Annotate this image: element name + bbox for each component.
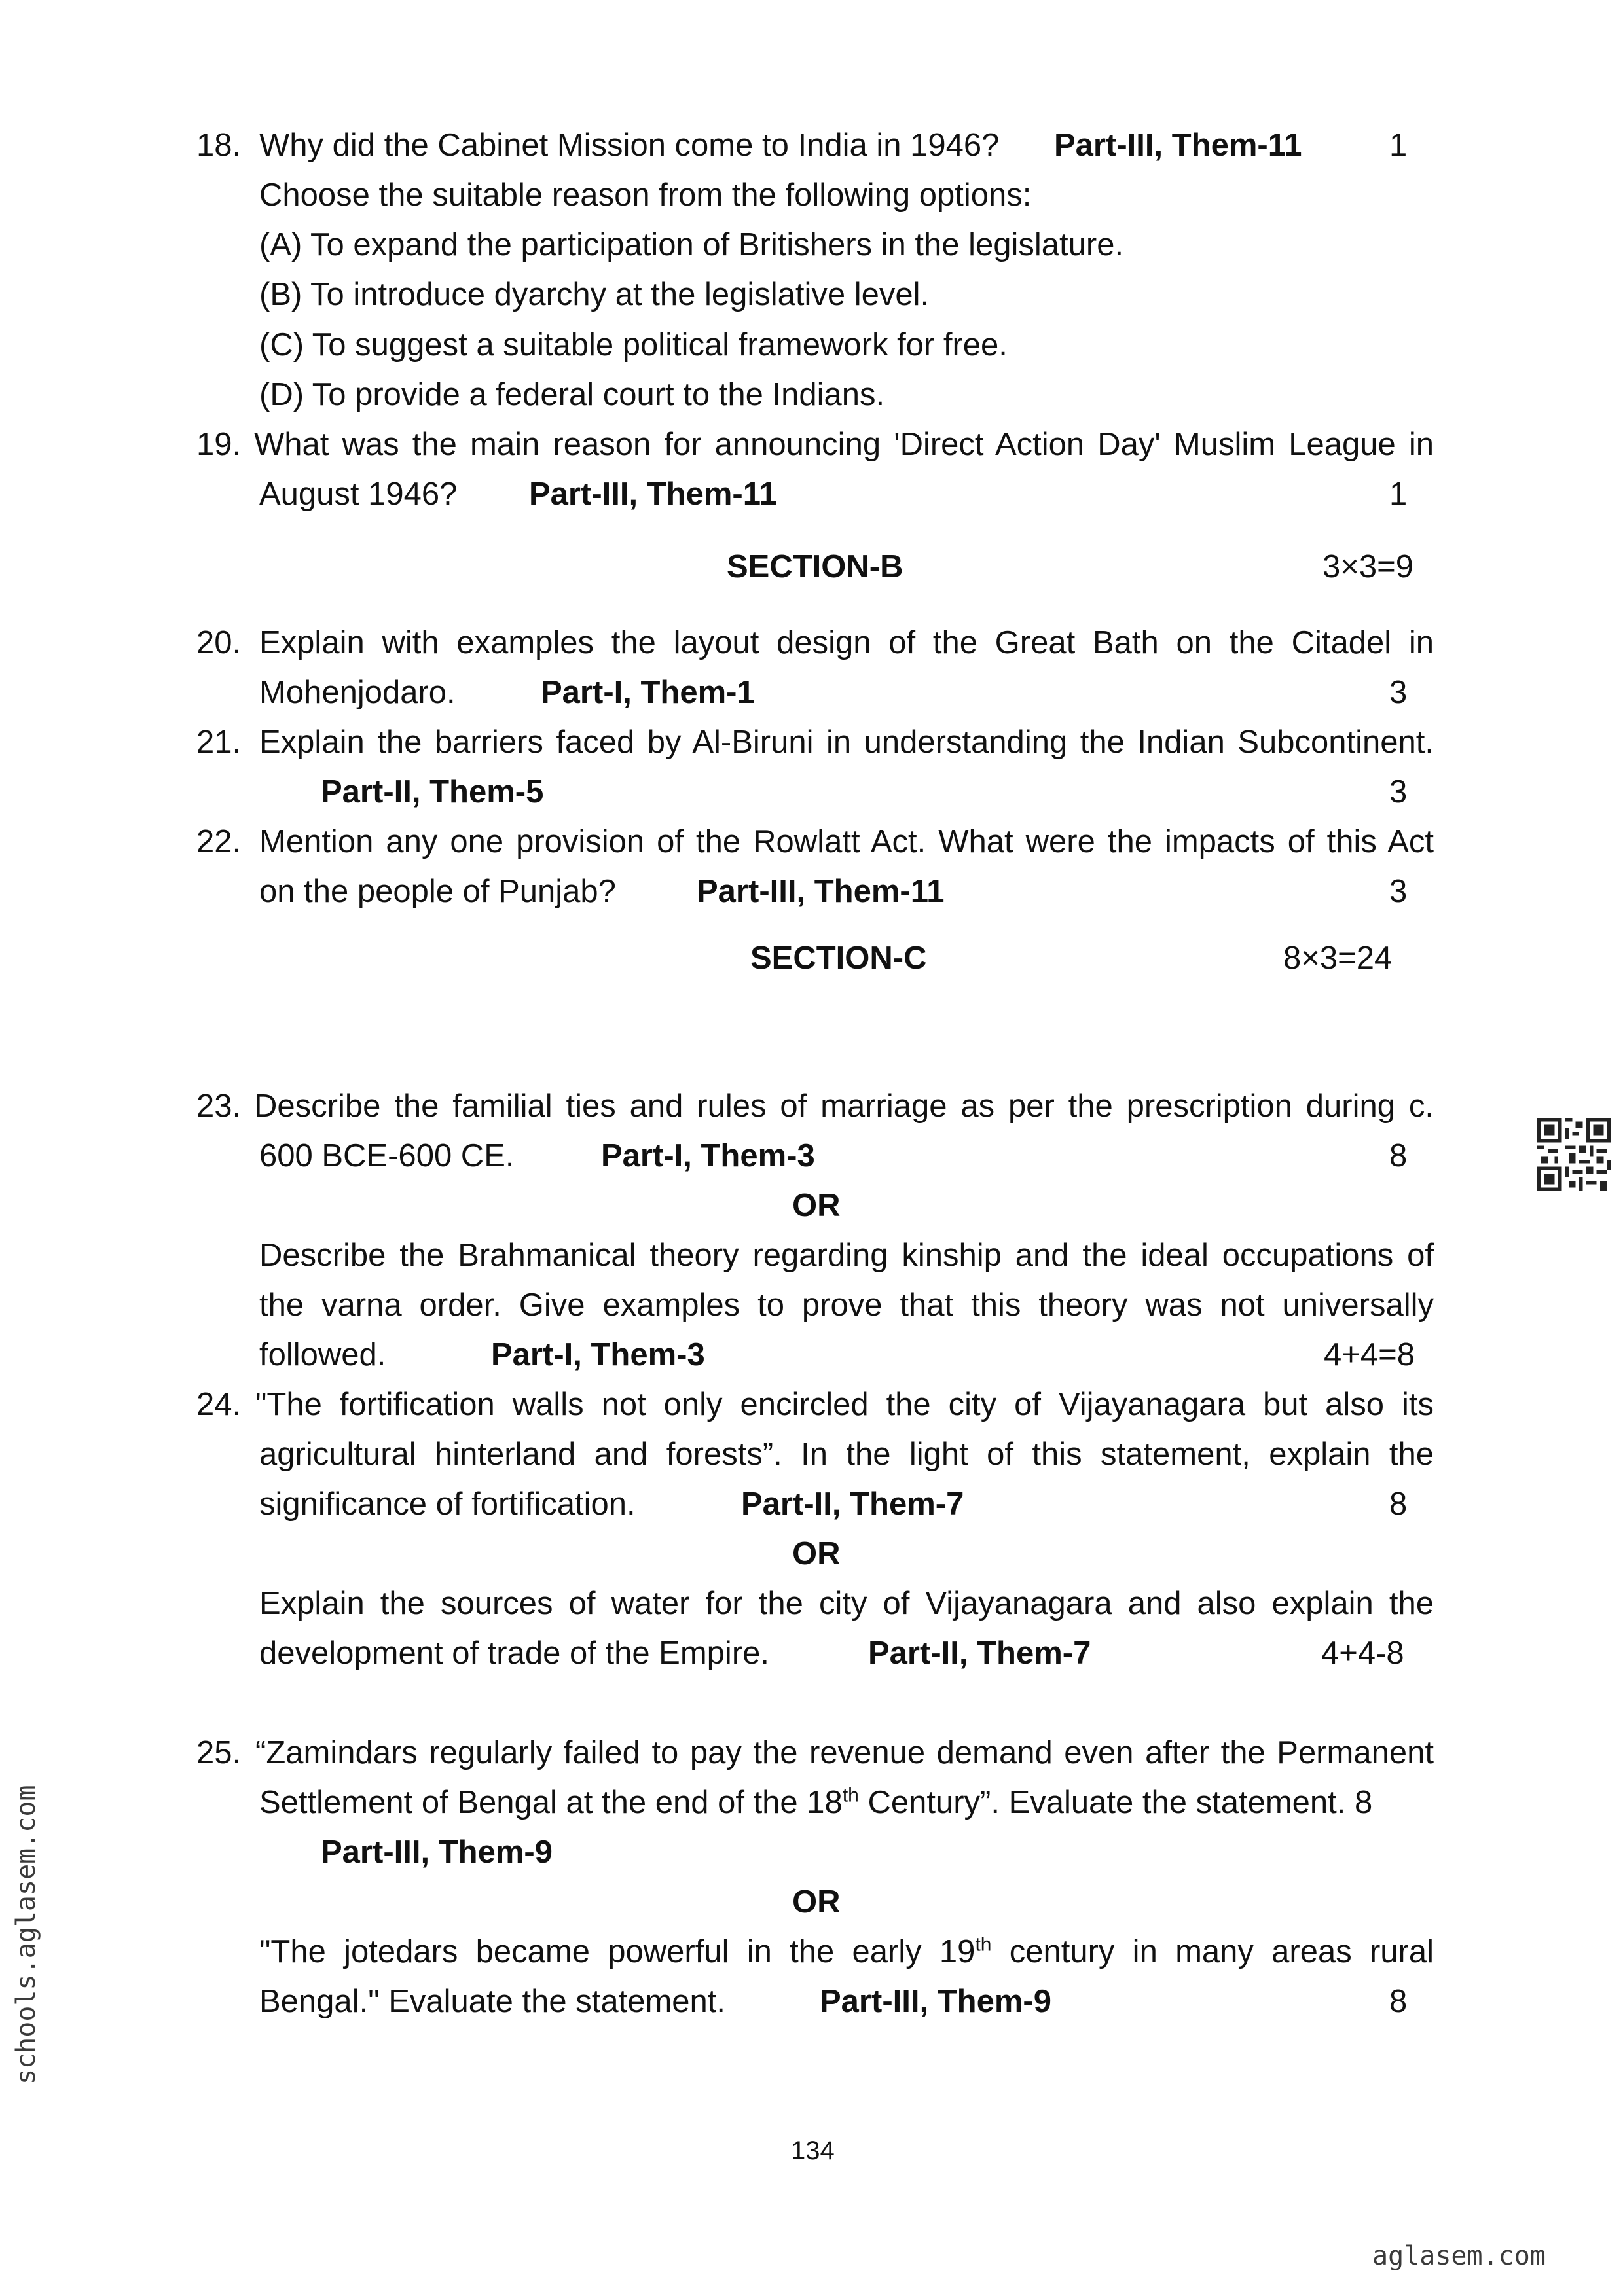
q24-alt-ref: Part-II, Them-7 [868, 1636, 1091, 1671]
q25-alt-marks: 8 [1389, 1984, 1408, 2019]
q21-ref: Part-II, Them-5 [321, 774, 544, 810]
q25-ref: Part-III, Them-9 [321, 1835, 553, 1870]
q24-alt-line2: development of trade of the Empire. [259, 1636, 769, 1671]
q25-alt-line1 [259, 1932, 1434, 1971]
q18-option-a: (A) To expand the participation of Britishers in the legislature. [259, 227, 1124, 262]
q25-alt-line1-pre: "The jotedars became powerful in the early 19 [259, 1934, 976, 1969]
q24-or: OR [792, 1536, 841, 1571]
q19-line1: What was the main reason for announcing 'Direct Action Day' Muslim League in [254, 427, 1434, 462]
q23-number: 23. [196, 1088, 242, 1124]
q18-number: 18. [196, 128, 242, 163]
q19-line2: August 1946? [259, 476, 458, 512]
q24-alt-marks: 4+4-8 [1321, 1636, 1404, 1671]
q19-number: 19. [196, 427, 242, 462]
q20-ref: Part-I, Them-1 [541, 675, 755, 710]
q23-or: OR [792, 1188, 841, 1223]
q22-line2: on the people of Punjab? [259, 874, 616, 909]
watermark-side: schools.aglasem.com [11, 1785, 41, 2085]
q24-line3: significance of fortification. [259, 1486, 636, 1522]
q21-line1: Explain the barriers faced by Al-Biruni in understanding the Indian Subcontinent. [259, 725, 1434, 760]
q23-alt-marks: 4+4=8 [1324, 1337, 1415, 1372]
q25-number: 25. [196, 1735, 242, 1770]
q21-marks: 3 [1389, 774, 1408, 810]
q25-alt-line1-sup: th [975, 1933, 992, 1956]
q20-number: 20. [196, 625, 242, 660]
q22-line1: Mention any one provision of the Rowlatt Act. What were the impacts of this Act [259, 824, 1434, 859]
q18-ref: Part-III, Them-11 [1054, 128, 1302, 163]
section-b-title: SECTION-B [727, 549, 903, 584]
q19-marks: 1 [1389, 476, 1408, 512]
q22-ref: Part-III, Them-11 [697, 874, 945, 909]
q24-ref: Part-II, Them-7 [741, 1486, 964, 1522]
q25-alt-ref: Part-III, Them-9 [820, 1984, 1051, 2019]
q24-line1: "The fortification walls not only encircled the city of Vijayanagara but also its [255, 1387, 1434, 1422]
q24-marks: 8 [1389, 1486, 1408, 1522]
q25-line2-pre: Settlement of Bengal at the end of the 18 [259, 1785, 843, 1820]
watermark-corner: aglasem.com [1372, 2241, 1546, 2271]
q24-alt-line1: Explain the sources of water for the city of Vijayanagara and also explain the [259, 1586, 1434, 1621]
q23-alt-line1: Describe the Brahmanical theory regarding kinship and the ideal occupations of [259, 1238, 1434, 1273]
q23-marks: 8 [1389, 1138, 1408, 1174]
q20-marks: 3 [1389, 675, 1408, 710]
q22-marks: 3 [1389, 874, 1408, 909]
q25-line2-sup: th [842, 1784, 859, 1806]
q25-line1: “Zamindars regularly failed to pay the revenue demand even after the Permanent [255, 1735, 1434, 1770]
q20-line2: Mohenjodaro. [259, 675, 456, 710]
q18-option-b: (B) To introduce dyarchy at the legislative level. [259, 277, 930, 312]
q23-line1: Describe the familial ties and rules of marriage as per the prescription during c. [254, 1088, 1434, 1124]
section-b-marks: 3×3=9 [1322, 549, 1413, 584]
q24-line2: agricultural hinterland and forests”. In the light of this statement, explain the [259, 1437, 1434, 1472]
q23-alt-line2: the varna order. Give examples to prove that this theory was not universally [259, 1287, 1434, 1323]
q23-alt-line3: followed. [259, 1337, 386, 1372]
q18-marks: 1 [1389, 128, 1408, 163]
q21-number: 21. [196, 725, 242, 760]
section-c-marks: 8×3=24 [1283, 941, 1393, 976]
q25-or: OR [792, 1884, 841, 1920]
q22-number: 22. [196, 824, 242, 859]
q20-line1: Explain with examples the layout design of the Great Bath on the Citadel in [259, 625, 1434, 660]
q18-option-d: (D) To provide a federal court to the Indians. [259, 377, 885, 412]
q18-prompt: Choose the suitable reason from the following options: [259, 177, 1032, 213]
page-number: 134 [791, 2136, 835, 2165]
q25-alt-line1-post: century in many areas rural [991, 1934, 1434, 1969]
q25-alt-line2: Bengal." Evaluate the statement. [259, 1984, 726, 2019]
q23-alt-ref: Part-I, Them-3 [491, 1337, 705, 1372]
q18-text: Why did the Cabinet Mission come to India in 1946? [259, 128, 1000, 163]
section-c-title: SECTION-C [750, 941, 927, 976]
q18-option-c: (C) To suggest a suitable political framework for free. [259, 327, 1008, 363]
qr-code-icon [1537, 1118, 1611, 1191]
q23-ref: Part-I, Them-3 [601, 1138, 815, 1174]
q19-ref: Part-III, Them-11 [529, 476, 777, 512]
q25-line2-post: Century”. Evaluate the statement. 8 [858, 1785, 1373, 1820]
q23-line2: 600 BCE-600 CE. [259, 1138, 515, 1174]
q24-number: 24. [196, 1387, 242, 1422]
q25-line2 [259, 1783, 1372, 1822]
